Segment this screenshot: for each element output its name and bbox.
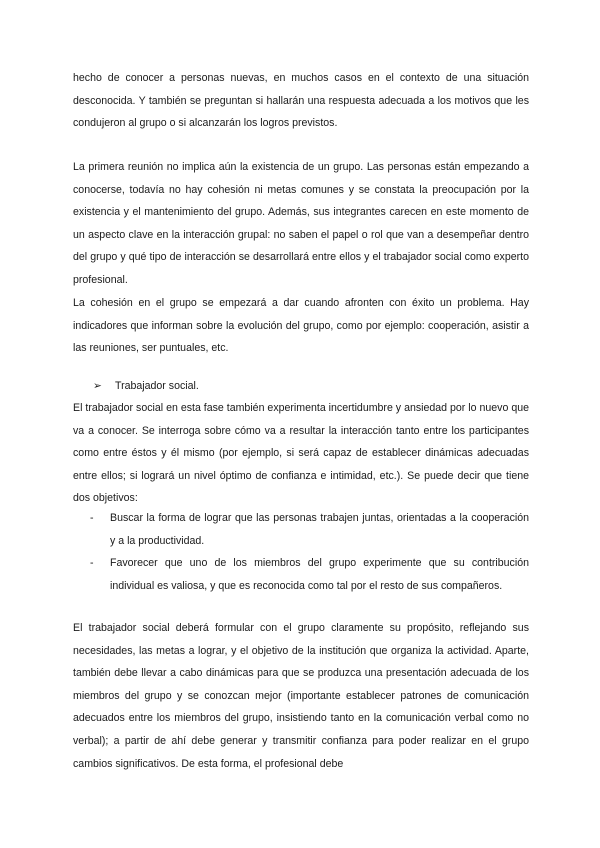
dash-bullet: - <box>90 557 94 570</box>
list-item-text: Favorecer que uno de los miembros del grupo experimente que su contribución individual es valiosa, y que es reconocida como tal por el resto de sus compañeros. <box>110 557 529 592</box>
paragraph-group-cohesion: La cohesión en el grupo se empezará a dar cuando afronten con éxito un problema. Hay indicadores que informan sobre la evolución del grupo, como por ejemplo: cooperación, asistir a las reuniones, ser puntuales, etc. <box>73 297 529 355</box>
section-heading-trabajador-social <box>93 375 199 398</box>
paragraph-intro-continuation: hecho de conocer a personas nuevas, en muchos casos en el contexto de una situación desconocida. Y también se preguntan si hallarán una respuesta adecuada a los motivos que les condujeron al grupo o si alcanzarán los logros previstos. <box>73 72 529 130</box>
paragraph-social-worker-phase: El trabajador social en esta fase también experimenta incertidumbre y ansiedad por lo nuevo que va a conocer. Se interroga sobre cómo va a resultar la interacción tanto entre los participantes como entre éstos y él mismo (por ejemplo, si será capaz de establecer dinámicas adecuadas entre ellos; si logrará un nivel óptimo de confianza e intimidad, etc.). Se puede decir que tiene dos objetivos: <box>73 402 529 505</box>
list-item <box>73 552 529 597</box>
paragraph-first-meeting: La primera reunión no implica aún la existencia de un grupo. Las personas están empezando a conocerse, todavía no hay cohesión ni metas comunes y se constata la preocupación por la existencia y el mantenimiento del grupo. Además, sus integrantes carecen en este momento de un aspecto clave en la interacción grupal: no saben el papel o rol que van a desempeñar dentro del grupo y qué tipo de interacción se desarrollará entre ellos y el trabajador social como experto profesional. <box>73 161 529 286</box>
list-item <box>73 507 529 552</box>
section-heading-text: Trabajador social. <box>115 380 199 392</box>
dash-bullet: - <box>90 512 94 524</box>
arrow-bullet-icon: ➢ <box>93 380 102 392</box>
paragraph-social-worker-purpose: El trabajador social deberá formular con el grupo claramente su propósito, reflejando sus necesidades, las metas a lograr, y el objetivo de la institución que organiza la actividad. Aparte, también debe llevar a cabo dinámicas para que se produzca una presentación adecuada de los miembros del grupo y se conozcan mejor (importante establecer patrones de comunicación adecuados entre los miembros del grupo, insistiendo tanto en la comunicación verbal como no verbal); a partir de ahí debe generar y transmitir confianza para poder realizar en el grupo cambios significativos. De esta forma, el profesional debe <box>73 622 529 770</box>
list-item-text: Buscar la forma de lograr que las personas trabajen juntas, orientadas a la cooperación y a la productividad. <box>110 512 529 547</box>
objectives-list <box>73 507 529 597</box>
